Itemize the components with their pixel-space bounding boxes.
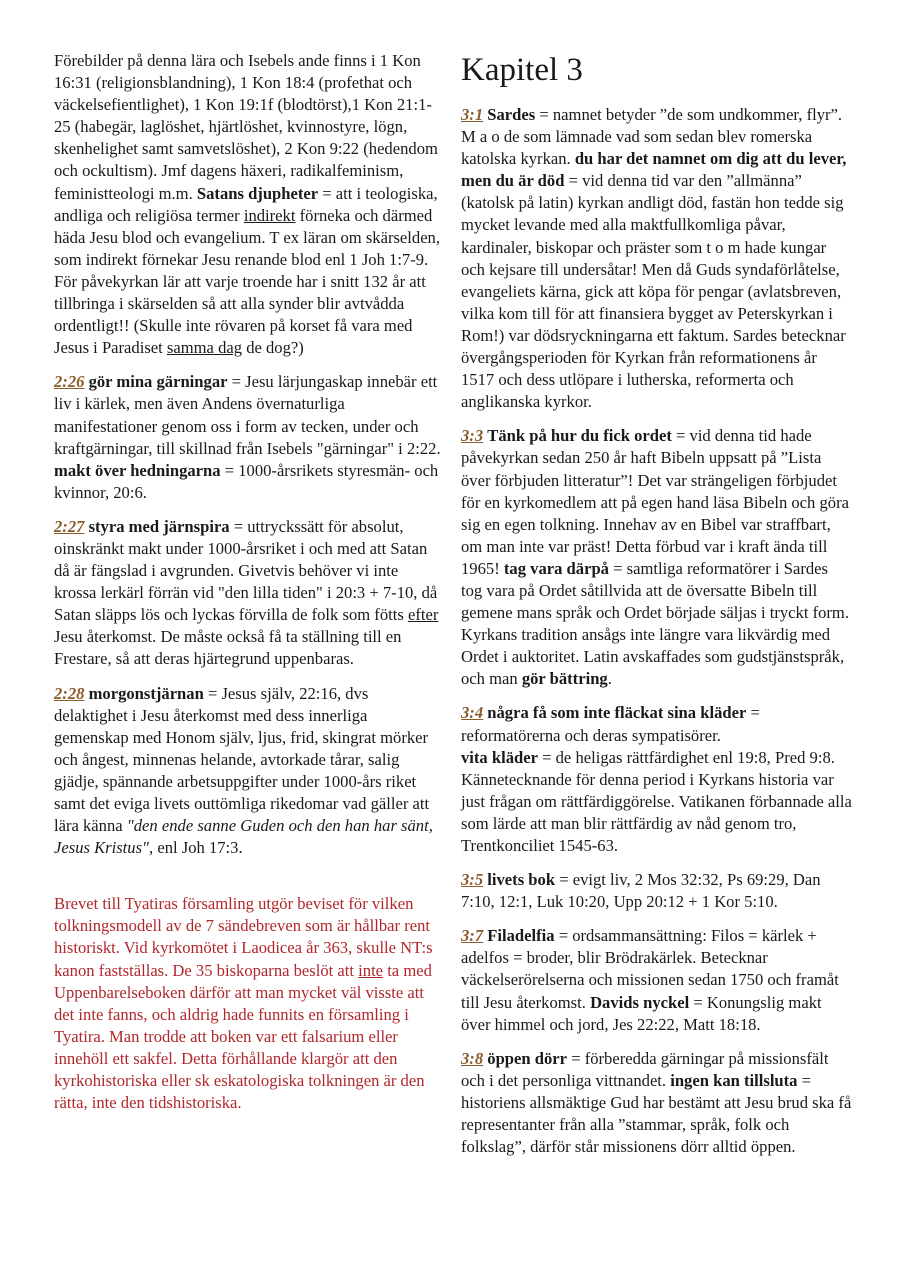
intro-text: Förebilder på denna lära och Isebels ande finns i 1 Kon 16:31 (religionsblandning), 1 Kon 18:4 (profethat och väckelsefientlighet), 1 Kon 19:1f (blodtörst),1 Kon 21:1-25 (habegär, laglöshet, hjärtlöshet, kvinnostyre, lögn, skenhelighet samt samvetslöshet), 2 Kon 9:22 (hedendom och ockultism). Jmf dagens häxeri, radikalfeminism, feministteologi m.m. [54, 51, 438, 203]
underlined-indirekt: indirekt [243, 205, 296, 225]
verse-term: ingen kan tillsluta [670, 1070, 798, 1090]
verse-term: livets bok [487, 870, 556, 890]
verse-term: makt över hedningarna [54, 460, 221, 480]
verse-definition: = Jesu lärjungaskap innebär ett liv i kärlek, men även Andens övernaturliga manifestationer genom oss i form av tecken, under och kraftgärningar, till skillnad från Isebels "gärningar" i 2:22. [54, 372, 441, 458]
verse-definition: = Jesus själv, 22:16, dvs delaktighet i Jesu återkomst med dess innerliga gemenskap med Honom själv, ljus, frid, skingrat mörker och ångest, minnenas helande, avtorkade tårar, salig gjädje, spännande arbetsuppgifter under 1000-års riket samt det eviga livets outtömliga rikedomar vad gäller att lära känna [54, 683, 430, 836]
verse-3-7 [461, 925, 853, 1035]
red-note-text: Brevet till Tyatiras församling utgör beviset för vilken tolkningsmodell av de 7 sändebreven som är hållbar rent historiskt. Vid kyrkomötet i Laodicea år 363, skulle NT:s kanon fastställas. De 35 biskoparna beslöt att [54, 894, 433, 980]
verse-definition: = historiens allsmäktige Gud har bestämt att Jesu brud ska få representanter från alla ”stammar, språk, folk och folkslag”, därför står missionens dörr alltid öppen. [461, 1070, 852, 1157]
verse-ref-link[interactable]: 2:27 [54, 516, 85, 536]
verse-ref-link[interactable]: 3:8 [461, 1048, 484, 1068]
verse-2-27 [54, 516, 444, 671]
right-column [461, 50, 853, 1170]
verse-definition: = de heligas rättfärdighet enl 19:8, Pred 9:8. Kännetecknande för denna period i Kyrkans historia var just frågan om rättfärdiggörelse. Vatikanen förbannade alla som lärde att man blir rättfärdig av nåd genom tro, Trentkonciliet 1545-63. [461, 747, 852, 855]
verse-term: Filadelfia [487, 926, 555, 946]
verse-ref-link[interactable]: 3:7 [461, 926, 484, 946]
verse-3-3 [461, 425, 853, 690]
verse-definition: = samtliga reformatörer i Sardes tog vara på Ordet såtillvida att de översatte Bibeln till gemene mans språk och Ordet började säljas i tryckt form. Kyrkans tradition ansågs inte längre vara likvärdig med Ordet i auktoritet. Latin avskaffades som gudstjänstspråk, och man [461, 558, 849, 689]
verse-definition: = 1000-årsrikets styresmän- och kvinnor, 20:6. [54, 460, 439, 502]
intro-def-a: = att i teologiska, andliga och religiösa termer [54, 183, 438, 225]
spacer [54, 871, 444, 893]
verse-2-26 [54, 371, 444, 504]
verse-definition: = evigt liv, 2 Mos 32:32, Ps 69:29, Dan 7:10, 12:1, Luk 10:20, Upp 20:12 + 1 Kor 5:10. [461, 870, 821, 912]
verse-definition: . [607, 669, 612, 689]
verse-ref-link[interactable]: 3:5 [461, 870, 484, 890]
verse-definition: = Konungslig makt över himmel och jord, Jes 22:22, Matt 18:18. [461, 992, 822, 1034]
chapter-heading: Kapitel 3 [461, 52, 583, 88]
verse-term: Sardes [487, 105, 536, 124]
red-note-text: ta med Uppenbarelseboken därför att man mycket väl visste att det inte fanns, och aldrig hade funnits en församling i Tyatira. Man trodde att boken var ett falsarium eller innehöll ett sakfel. Detta förhållande klargör att den kyrkohistoriska eller sk eskatologiska tolkningen är den rätta, inte den tidshistoriska. [54, 960, 432, 1113]
verse-term: öppen dörr [487, 1048, 568, 1068]
term-satans-djupheter: Satans djupheter [196, 183, 319, 203]
left-column [54, 50, 444, 1126]
verse-ref-link[interactable]: 3:4 [461, 703, 484, 723]
verse-ref-link[interactable]: 2:26 [54, 372, 85, 392]
verse-term: några få som inte fläckat sina kläder [487, 703, 747, 723]
verse-ref-link[interactable]: 3:3 [461, 426, 484, 446]
verse-2-28 [54, 683, 444, 860]
verse-definition: = vid denna tid var den ”allmänna” (katolsk på latin) kyrkan andligt död, fastän hon tedde sig mycket levande med alla maktfullkomliga påvar, kardinaler, biskopar och präster som t o m hade kungar och kejsare till undersåtar! Men då Guds syndaförlåtelse, evangeliets kärna, gick att köpa för pengar (avlatsbreven, vilka kom till för att finansiera bygget av Peterskyrkan i Rom!) var dödsryckningarna ett faktum. Sardes betecknar övergångsperioden för Kyrkan från reformationens år 1517 och dess utlöpare i lutherska, reformerta och anglikanska kyrkor. [461, 171, 846, 412]
verse-term: Davids nyckel [590, 992, 690, 1012]
verse-3-4 [461, 702, 853, 857]
verse-3-1 [461, 104, 853, 413]
verse-definition: = uttryckssätt för absolut, oinskränkt makt under 1000-årsriket i och med att Satan då är fängslad i avgrunden. Givetvis behöver vi inte krossa lerkärl förrän vid "den lilla tiden" i 20:3 + 7-10, då Satan släpps lös och lyckas förvilla de folk som fötts [54, 516, 438, 625]
verse-term: gör mina gärningar [88, 372, 228, 392]
verse-3-5 [461, 869, 853, 913]
verse-term: tag vara därpå [503, 558, 609, 578]
verse-definition: Jesu återkomst. De måste också få ta ställning till en Frestare, så att deras hjärtegrund uppenbaras. [54, 627, 402, 669]
verse-ref-link[interactable]: 3:1 [461, 105, 484, 124]
verse-definition: = reformatörerna och deras sympatisörer. [461, 703, 760, 745]
intro-end: de dog?) [242, 338, 304, 358]
verse-term: styra med järnspira [88, 516, 230, 536]
verse-term: gör bättring [521, 669, 608, 689]
verse-definition: = förberedda gärningar på missionsfält och i det personliga vittnandet. [461, 1048, 829, 1090]
verse-3-8 [461, 1048, 853, 1158]
verse-term: morgonstjärnan [88, 683, 204, 703]
verse-term: vita kläder [461, 747, 538, 767]
verse-definition: = ordsammansättning: Filos = kärlek + adelfos = broder, blir Brödrakärlek. Betecknar väckelserörelserna och missionen sedan 1750 och framåt till Jesu återkomst. [461, 926, 839, 1012]
verse-definition: , enl Joh 17:3. [149, 838, 243, 858]
verse-term: du har det namnet om dig att du lever, men du är död [461, 149, 847, 191]
verse-ref-link[interactable]: 2:28 [54, 683, 85, 703]
intro-paragraph [54, 50, 444, 359]
intro-def-b: förneka och därmed häda Jesu blod och evangelium. T ex läran om skärselden, som indirekt förnekar Jesu renande blod enl 1 Joh 1:7-9. För påvekyrkan lär att varje troende har i snitt 132 år att tillbringa i skärselden så att alla synder blir avtvådda ordentligt!! (Skulle inte rövaren på korset få vara med Jesus i Paradiset [54, 205, 441, 358]
verse-term: Tänk på hur du fick ordet [487, 426, 672, 446]
underlined-inte: inte [358, 960, 384, 980]
verse-definition: = namnet betyder ”de som undkommer, flyr”. M a o de som lämnade vad som sedan blev romerska katolska kyrkan. [461, 105, 843, 169]
underlined-samma-dag: samma dag [166, 338, 243, 358]
underlined-efter: efter [407, 605, 439, 625]
verse-quote: "den ende sanne Guden och den han har sänt, Jesus Kristus" [54, 816, 433, 858]
red-note-paragraph [54, 893, 444, 1114]
verse-definition: = vid denna tid hade påvekyrkan sedan 250 år haft Bibeln uppsatt på ”Lista över förbjuden litteratur”! Det var strängeligen förbjudet för en kyrkomedlem att på egen hand läsa Bibeln och göra sig en egen tolkning. Innehav av en Bibel var straffbart, om man inte var präst! Detta förbud var i kraft ända till 1965! [461, 426, 849, 578]
